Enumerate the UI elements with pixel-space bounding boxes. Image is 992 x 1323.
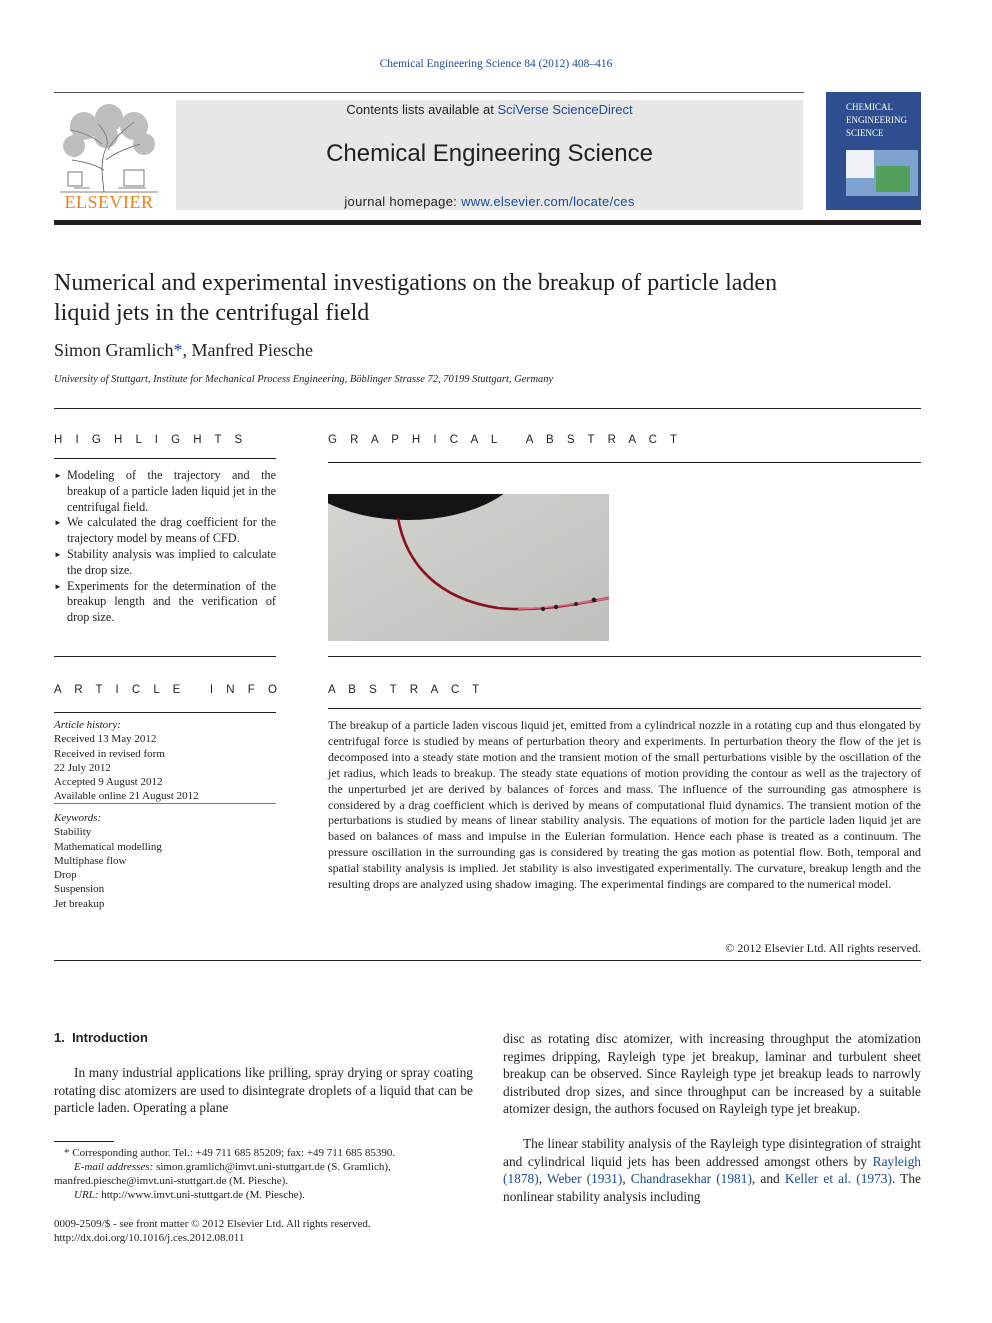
highlights-heading: H I G H L I G H T S <box>54 434 248 446</box>
history-entry: Received in revised form <box>54 747 165 760</box>
contents-prefix: Contents lists available at <box>346 102 498 117</box>
highlight-text: Experiments for the determination of the breakup length and the verification of drop size. <box>67 578 276 625</box>
sciencedirect-link[interactable]: SciVerse ScienceDirect <box>497 102 633 117</box>
reference-link[interactable]: Weber (1931) <box>546 1171 623 1186</box>
author-affiliation: University of Stuttgart, Institute for Mechanical Process Engineering, Böblinger Strasse 72, 70199 Stuttgart, Germany <box>54 374 554 385</box>
footnote-rule <box>54 1141 114 1142</box>
corresponding-author-mark[interactable]: * <box>173 340 183 360</box>
history-entry: Available online 21 August 2012 <box>54 790 199 803</box>
contents-line <box>176 102 803 117</box>
email-address[interactable]: simon.gramlich@imvt.uni-stuttgart.de (S. Gramlich), <box>153 1161 391 1173</box>
section-divider <box>54 408 921 409</box>
cover-title <box>846 101 907 140</box>
journal-cover-thumbnail[interactable] <box>826 92 921 210</box>
paragraph-text: , <box>622 1171 631 1186</box>
intro-paragraph: In many industrial applications like prilling, spray drying or spray coating rotating disc atomizers are used to disintegrate droplets of a liquid that can be particle laden. Operating a plane <box>54 1065 473 1115</box>
header-bottom-rule <box>54 220 921 225</box>
keywords-rule <box>54 803 276 804</box>
email-address[interactable]: manfred.piesche@imvt.uni-stuttgart.de (M. Piesche). <box>54 1175 289 1187</box>
homepage-prefix: journal homepage: <box>344 194 462 209</box>
keyword: Drop <box>54 869 77 882</box>
highlights-bottom-rule <box>54 656 276 657</box>
keywords-block <box>54 811 276 911</box>
doi-link[interactable]: http://dx.doi.org/10.1016/j.ces.2012.08.011 <box>54 1232 245 1244</box>
paragraph-text: , and <box>751 1171 785 1186</box>
keyword: Stability <box>54 826 92 839</box>
article-info-rule <box>54 712 276 713</box>
article-title <box>54 268 921 328</box>
history-entry: Accepted 9 August 2012 <box>54 776 163 789</box>
abstract-copyright: © 2012 Elsevier Ltd. All rights reserved. <box>725 941 921 955</box>
issn-doi-block <box>54 1217 473 1245</box>
author-name[interactable]: , Manfred Piesche <box>182 340 313 360</box>
bullet-triangle-icon: ► <box>54 549 62 559</box>
abstract-rule <box>328 708 921 709</box>
url-note <box>54 1188 473 1202</box>
history-entry: Received 13 May 2012 <box>54 733 157 746</box>
keyword: Multiphase flow <box>54 854 127 867</box>
cover-image <box>846 150 918 196</box>
abstract-heading: A B S T R A C T <box>328 684 485 696</box>
keyword: Suspension <box>54 883 105 896</box>
front-matter-bottom-rule <box>54 960 921 961</box>
journal-citation[interactable]: Chemical Engineering Science 84 (2012) 408–416 <box>379 58 613 70</box>
paragraph-text: The linear stability analysis of the Rayleigh type disintegration of straight and cylindrical liquid jets has been addressed amongst others by <box>503 1136 921 1169</box>
bullet-triangle-icon: ► <box>54 518 62 528</box>
elsevier-logo <box>54 100 164 210</box>
bullet-triangle-icon: ► <box>54 581 62 591</box>
highlight-item <box>54 547 276 579</box>
graphical-abstract-heading: G R A P H I C A L A B S T R A C T <box>328 434 682 446</box>
author-list <box>54 340 313 361</box>
email-note <box>54 1160 473 1174</box>
highlight-text: Modeling of the trajectory and the breakup of a particle laden liquid jet in the centrifugal field. <box>67 468 276 514</box>
keyword: Mathematical modelling <box>54 840 162 853</box>
reference-link[interactable]: Chandrasekhar (1981) <box>630 1171 752 1186</box>
highlight-item <box>54 515 276 547</box>
intro-paragraph-2 <box>503 1135 921 1205</box>
history-entry: 22 July 2012 <box>54 761 111 774</box>
reference-link[interactable]: Keller et al. (1973) <box>784 1171 892 1186</box>
history-label: Article history: <box>54 719 121 731</box>
graphical-abstract-bottom-rule <box>328 656 921 657</box>
abstract-text: The breakup of a particle laden viscous liquid jet, emitted from a cylindrical nozzle in a rotating cup and thus elongated by centrifugal force is studied by means of perturbation theory and experiments. In perturbation theory the flow of the jet is decomposed into a steady state motion and the transient motion of the small perturbations visible by the oscillation of the jet radius, which leads to breakup. The steady state equations of motion providing the contour as well as the trajectory of the unperturbed jet are derived by balances of forces and mass. The influence of the surrounding gas atmosphere is considered by a drag coefficient which is derived by means of computational fluid dynamics. The transient motion of the perturbations is studied by means of linear stability analysis. The equations of motion for the particle laden liquid jet are based on balances of mass and impulse in the Eulerian formulation. Hence each phase is treated as a continuum. The pressure oscillation in the surrounding gas is considered by treating the gas motion as potential flow. Both, temporal and spatial stability analysis is implied. Jet stability is also investigated experimentally. The curvature, breakup length and the resulting drops are analyzed using shadow imaging. The experimental findings are compared to the numerical model. <box>328 718 921 892</box>
graphical-abstract-rule <box>328 462 921 463</box>
article-title-line: liquid jets in the centrifugal field <box>54 300 370 326</box>
highlight-text: Stability analysis was implied to calculate the drop size. <box>67 546 276 577</box>
corresponding-author-note: * Corresponding author. Tel.: +49 711 685 85209; fax: +49 711 685 85390. <box>64 1147 396 1159</box>
article-info-heading: A R T I C L E I N F O <box>54 684 282 696</box>
footnotes <box>54 1146 473 1202</box>
reference-link[interactable]: Rayleigh (1878) <box>503 1153 921 1186</box>
journal-homepage-line <box>176 194 803 209</box>
paragraph-text: , <box>538 1171 547 1186</box>
issn-line: 0009-2509/$ - see front matter © 2012 Elsevier Ltd. All rights reserved. <box>54 1218 371 1230</box>
graphical-abstract-image[interactable] <box>328 494 609 641</box>
keywords-label: Keywords: <box>54 812 102 824</box>
highlight-text: We calculated the drag coefficient for the trajectory model by means of CFD. <box>67 515 276 546</box>
header-top-rule <box>54 92 804 93</box>
homepage-link[interactable]: www.elsevier.com/locate/ces <box>461 194 635 209</box>
email-label: E-mail addresses: <box>74 1161 154 1173</box>
journal-name: Chemical Engineering Science <box>326 140 653 167</box>
url-address[interactable]: http://www.imvt.uni-stuttgart.de (M. Piesche). <box>98 1189 305 1201</box>
keyword: Jet breakup <box>54 897 105 910</box>
cover-title-line: CHEMICAL <box>846 102 893 112</box>
highlight-item <box>54 579 276 626</box>
cover-title-line: SCIENCE <box>846 128 884 138</box>
intro-paragraph-continued: disc as rotating disc atomizer, with increasing throughput the atomization regimes dripping, Rayleigh type jet breakup, laminar and turbulent sheet breakup can be observed. Since Rayleigh type jet breakup leads to narrowly distributed drop sizes, and since throughput can be increased by a suitable atomizer design, the authors focused on Rayleigh type jet breakup. <box>503 1031 921 1116</box>
elsevier-wordmark: ELSEVIER <box>64 192 154 212</box>
bullet-triangle-icon: ► <box>54 471 62 480</box>
article-title-line: Numerical and experimental investigations on the breakup of particle laden <box>54 270 778 296</box>
section-heading-introduction: 1. Introduction <box>54 1030 148 1045</box>
highlights-rule <box>54 458 276 459</box>
liquid-jet-photo <box>328 494 609 641</box>
paragraph-text: . The nonlinear stability analysis including <box>503 1171 921 1204</box>
highlights-list <box>54 468 276 626</box>
highlight-item <box>54 468 276 515</box>
author-name[interactable]: Simon Gramlich <box>54 340 174 360</box>
article-history <box>54 718 276 804</box>
url-label: URL: <box>74 1189 99 1201</box>
cover-title-line: ENGINEERING <box>846 115 907 125</box>
